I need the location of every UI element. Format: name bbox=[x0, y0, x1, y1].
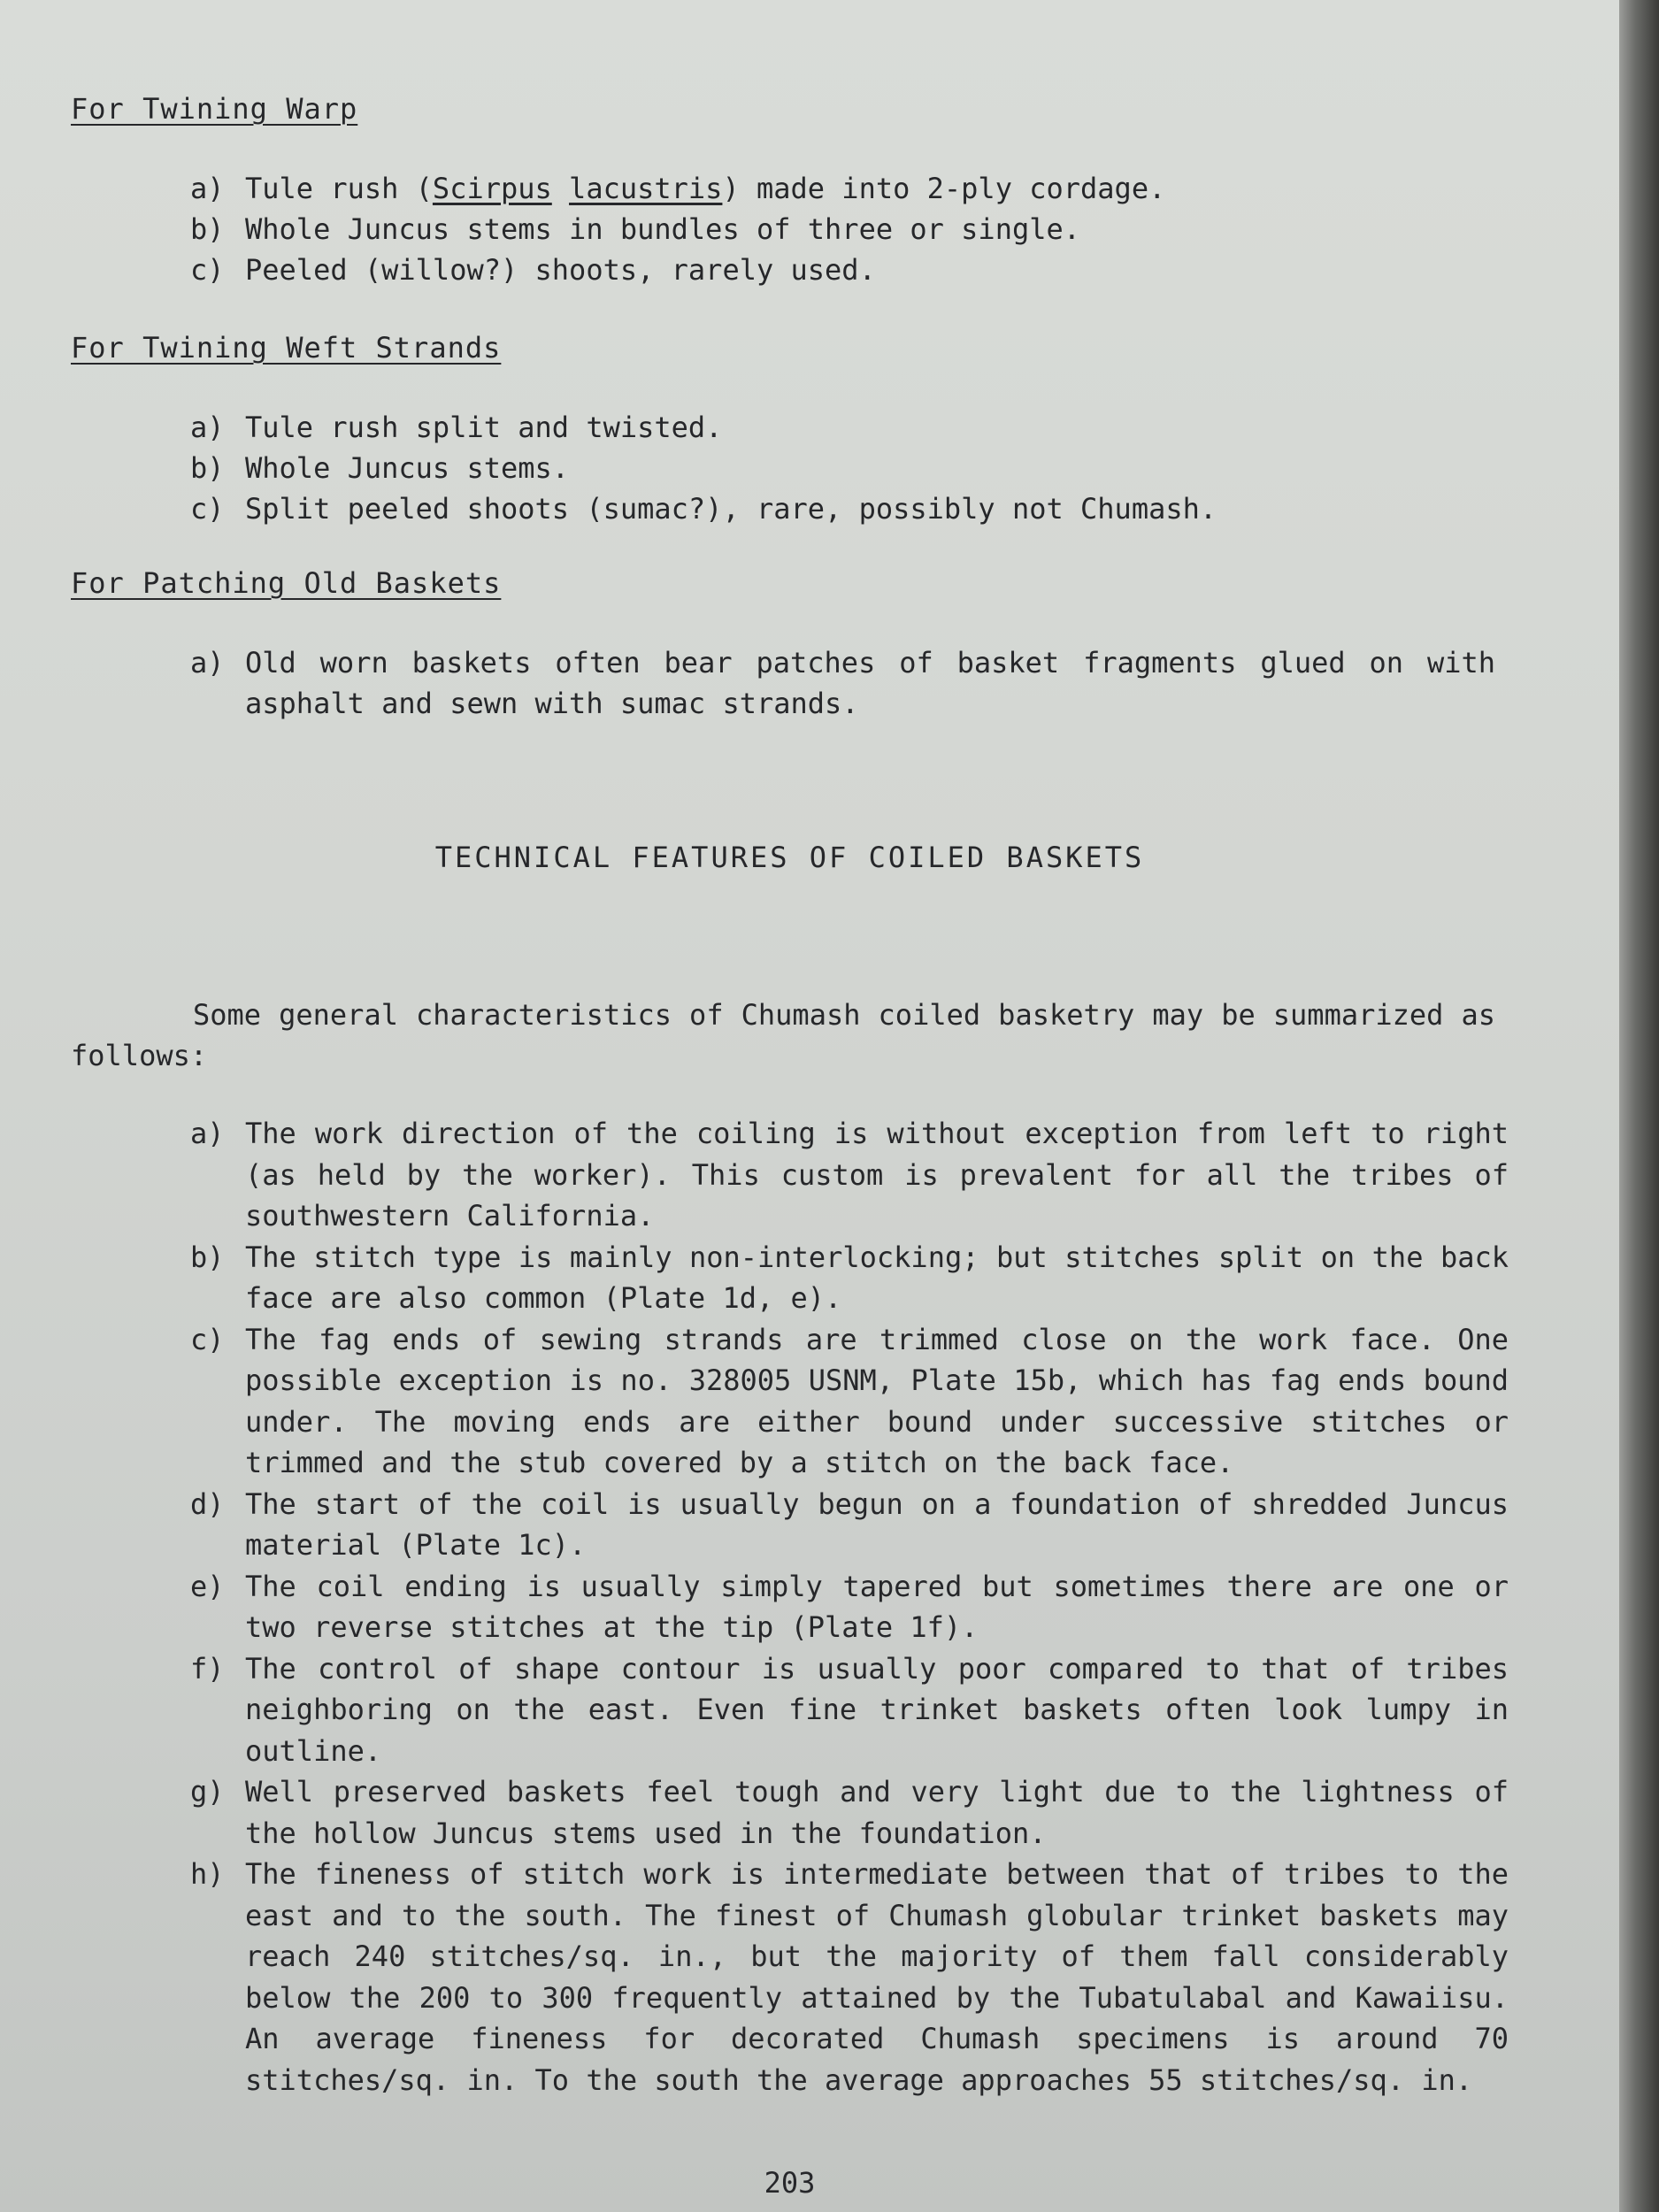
list-item bbox=[190, 407, 1535, 448]
item-text: The control of shape contour is usually poor compared to that of tribes neighboring on the east. Even fine trinket baskets often look lumpy in outline. bbox=[245, 1651, 1509, 1768]
list-item bbox=[190, 488, 1535, 529]
list-item bbox=[190, 1319, 1509, 1484]
item-text: Whole Juncus stems in bundles of three or single. bbox=[245, 212, 1081, 246]
heading-twining-weft: For Twining Weft Strands bbox=[71, 331, 502, 365]
item-marker: c) bbox=[190, 492, 225, 526]
patching-list bbox=[190, 642, 1495, 724]
list-item bbox=[190, 642, 1495, 724]
item-marker: g) bbox=[190, 1775, 225, 1809]
heading-patching: For Patching Old Baskets bbox=[71, 566, 502, 600]
list-item bbox=[190, 1566, 1509, 1648]
list-item bbox=[190, 1854, 1509, 2101]
item-text: Old worn baskets often bear patches of basket fragments glued on with asphalt and sewn with sumac strands. bbox=[245, 646, 1495, 720]
item-text: Whole Juncus stems. bbox=[245, 451, 570, 485]
item-text: The stitch type is mainly non-interlocking; but stitches split on the back face are also common (Plate 1d, e). bbox=[245, 1240, 1509, 1315]
list-item bbox=[190, 1648, 1509, 1772]
item-marker: e) bbox=[190, 1569, 225, 1603]
item-marker: c) bbox=[190, 1322, 225, 1356]
list-item bbox=[190, 1113, 1509, 1237]
item-text: The fineness of stitch work is intermediate between that of tribes to the east and to the south. The finest of Chumash globular trinket baskets may reach 240 stitches/sq. in., but the majority of them fall considerably below the 200 to 300 frequently attained by the Tubatulabal and Kawaiisu. An average fineness for decorated Chumash specimens is around 70 stitches/sq. in. To the south the average approaches 55 stitches/sq. in. bbox=[245, 1857, 1509, 2097]
coiled-features-list bbox=[190, 1113, 1509, 2101]
item-text: The start of the coil is usually begun on a foundation of shredded Juncus material (Plate 1c). bbox=[245, 1486, 1509, 1562]
item-text: The fag ends of sewing strands are trimmed close on the work face. One possible exception is no. 328005 USNM, Plate 15b, which has fag ends bound under. The moving ends are either bound under successive stitches or trimmed and the stub covered by a stitch on the back face. bbox=[245, 1322, 1509, 1479]
list-item bbox=[190, 1237, 1509, 1319]
item-marker: a) bbox=[190, 411, 225, 444]
list-item bbox=[190, 1771, 1509, 1854]
list-item bbox=[190, 168, 1535, 209]
item-marker: a) bbox=[190, 1117, 225, 1150]
twining-weft-list bbox=[190, 407, 1535, 529]
item-text: Split peeled shoots (sumac?), rare, possibly not Chumash. bbox=[245, 492, 1217, 526]
item-marker: c) bbox=[190, 253, 225, 287]
list-item bbox=[190, 448, 1535, 488]
item-marker: a) bbox=[190, 172, 225, 205]
heading-twining-warp: For Twining Warp bbox=[71, 92, 358, 126]
list-item bbox=[190, 250, 1535, 290]
twining-warp-list bbox=[190, 168, 1535, 290]
page-edge-shadow bbox=[1619, 0, 1659, 2212]
item-text: Peeled (willow?) shoots, rarely used. bbox=[245, 253, 876, 287]
item-marker: b) bbox=[190, 212, 225, 246]
item-marker: b) bbox=[190, 451, 225, 485]
item-text: The coil ending is usually simply tapered but sometimes there are one or two reverse stitches at the tip (Plate 1f). bbox=[245, 1569, 1509, 1644]
item-marker: h) bbox=[190, 1857, 225, 1891]
page-number: 203 bbox=[764, 2166, 816, 2200]
list-item bbox=[190, 209, 1535, 250]
intro-paragraph: Some general characteristics of Chumash coiled basketry may be summarized as follows: bbox=[71, 998, 1495, 1072]
list-item bbox=[190, 1484, 1509, 1566]
item-text: Well preserved baskets feel tough and very light due to the lightness of the hollow Juncus stems used in the foundation. bbox=[245, 1775, 1509, 1850]
item-marker: b) bbox=[190, 1240, 225, 1274]
section-title: TECHNICAL FEATURES OF COILED BASKETS bbox=[434, 841, 1145, 874]
item-marker: f) bbox=[190, 1651, 225, 1686]
item-text: Tule rush (Scirpus lacustris) made into 2-ply cordage. bbox=[245, 172, 1166, 205]
underlined-genus: Scirpus bbox=[432, 172, 552, 205]
item-marker: a) bbox=[190, 646, 225, 680]
underlined-species: lacustris bbox=[569, 172, 723, 205]
item-text: Tule rush split and twisted. bbox=[245, 411, 723, 444]
item-text: The work direction of the coiling is without exception from left to right (as held by the worker). This custom is prevalent for all the tribes of southwestern California. bbox=[245, 1117, 1509, 1233]
item-marker: d) bbox=[190, 1486, 225, 1521]
